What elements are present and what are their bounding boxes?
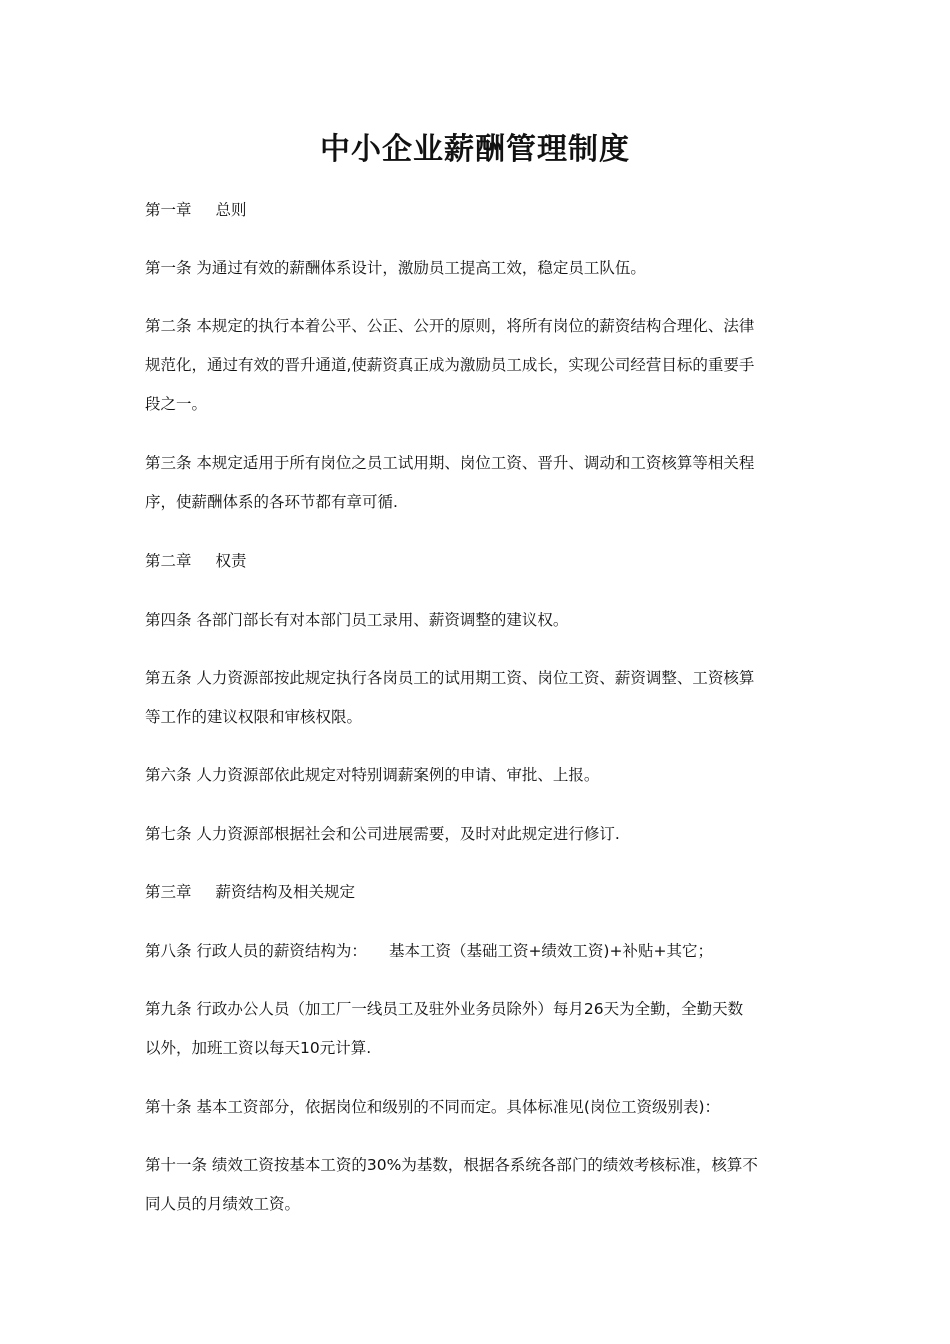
article-1: 第一条 为通过有效的薪酬体系设计，激励员工提高工效，稳定员工队伍。 bbox=[145, 259, 646, 277]
article-11-line-2: 同人员的月绩效工资。 bbox=[145, 1195, 301, 1213]
article-11-line-1: 第十一条 绩效工资按基本工资的30%为基数，根据各系统各部门的绩效考核标准，核算不 bbox=[145, 1156, 758, 1174]
article-9-line-2: 以外，加班工资以每天10元计算. bbox=[145, 1039, 372, 1057]
chapter-heading bbox=[145, 551, 810, 571]
article-4: 第四条 各部门部长有对本部门员工录用、薪资调整的建议权。 bbox=[145, 611, 569, 629]
article-8-structure: 基本工资（基础工资+绩效工资)+补贴+其它； bbox=[388, 942, 713, 960]
article-5-line-2: 等工作的建议权限和审核权限。 bbox=[145, 708, 363, 726]
article-6: 第六条 人力资源部依此规定对特别调薪案例的申请、审批、上报。 bbox=[145, 766, 600, 784]
document-title: 中小企业薪酬管理制度 bbox=[320, 132, 630, 167]
chapter-name: 权责 bbox=[215, 552, 247, 570]
article-2-line-2: 规范化，通过有效的晋升通道,使薪资真正成为激励员工成长，实现公司经营目标的重要手 bbox=[145, 356, 755, 374]
article-2-line-3: 段之一。 bbox=[145, 395, 208, 413]
article-8-lead: 第八条 行政人员的薪资结构为： bbox=[145, 942, 367, 960]
article-7: 第七条 人力资源部根据社会和公司进展需要，及时对此规定进行修订. bbox=[145, 825, 620, 843]
article-2-line-1: 第二条 本规定的执行本着公平、公正、公开的原则，将所有岗位的薪资结构合理化、法律 bbox=[145, 317, 755, 335]
chapter-name: 薪资结构及相关规定 bbox=[215, 883, 356, 901]
article-3-line-1: 第三条 本规定适用于所有岗位之员工试用期、岗位工资、晋升、调动和工资核算等相关程 bbox=[145, 454, 755, 472]
chapter-heading bbox=[145, 882, 810, 902]
chapter-name: 总则 bbox=[215, 201, 247, 219]
chapter-number: 第三章 bbox=[145, 883, 192, 901]
chapter-number: 第一章 bbox=[145, 201, 192, 219]
chapter-heading bbox=[145, 200, 810, 220]
article-5-line-1: 第五条 人力资源部按此规定执行各岗员工的试用期工资、岗位工资、薪资调整、工资核算 bbox=[145, 669, 755, 687]
article-8 bbox=[145, 941, 810, 961]
chapter-number: 第二章 bbox=[145, 552, 192, 570]
article-10: 第十条 基本工资部分，依据岗位和级别的不同而定。具体标准见(岗位工资级别表)： bbox=[145, 1098, 721, 1116]
article-9-line-1: 第九条 行政办公人员（加工厂一线员工及驻外业务员除外）每月26天为全勤，全勤天数 bbox=[145, 1000, 744, 1018]
article-3-line-2: 序，使薪酬体系的各环节都有章可循. bbox=[145, 493, 398, 511]
